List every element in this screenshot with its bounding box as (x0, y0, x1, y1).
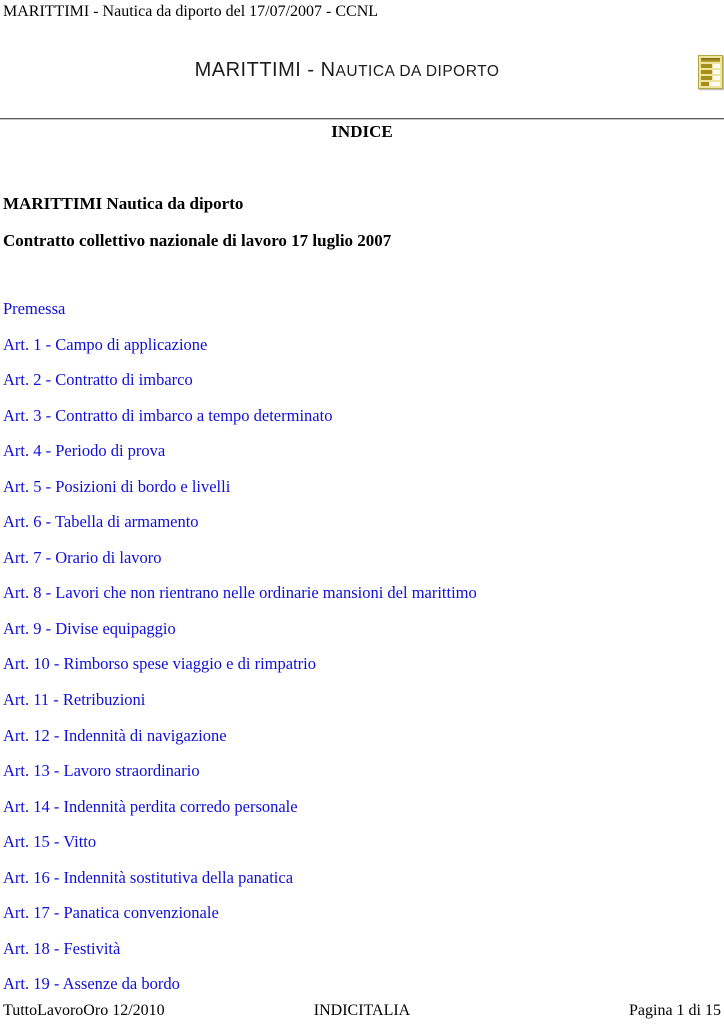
document-title (0, 59, 694, 82)
footer-publication: TuttoLavoroOro 12/2010 (3, 1002, 165, 1019)
running-header: MARITTIMI - Nautica da diporto del 17/07/2007 - CCNL (3, 3, 379, 20)
horizontal-rule (0, 118, 724, 120)
toc-link[interactable]: Art. 3 - Contratto di imbarco a tempo determinato (3, 405, 333, 425)
toc-link[interactable]: Art. 10 - Rimborso spese viaggio e di rimpatrio (3, 654, 316, 674)
toc-link[interactable]: Art. 5 - Posizioni di bordo e livelli (3, 476, 231, 496)
toc-link[interactable]: Art. 11 - Retribuzioni (3, 690, 146, 710)
toc-link[interactable]: Art. 9 - Divise equipaggio (3, 618, 176, 638)
footer-page-number: Pagina 1 di 15 (629, 1002, 721, 1019)
note-icon-bar (701, 58, 720, 62)
toc-link[interactable]: Art. 18 - Festività (3, 938, 121, 958)
toc-link[interactable]: Art. 14 - Indennità perdita corredo personale (3, 796, 298, 816)
index-list (3, 299, 724, 1010)
note-icon-row (701, 70, 720, 74)
toc-link[interactable]: Art. 7 - Orario di lavoro (3, 547, 162, 567)
toc-link[interactable]: Art. 13 - Lavoro straordinario (3, 761, 200, 781)
document-title-lead: MARITTIMI - N (194, 59, 336, 81)
toc-link[interactable]: Art. 1 - Campo di applicazione (3, 334, 208, 354)
toc-link[interactable]: Art. 4 - Periodo di prova (3, 441, 166, 461)
toc-link[interactable]: Art. 8 - Lavori che non rientrano nelle ordinarie mansioni del marittimo (3, 583, 477, 603)
document-title-smallcaps: AUTICA DA DIPORTO (335, 63, 500, 80)
toc-link[interactable]: Art. 19 - Assenze da bordo (3, 974, 180, 994)
contract-subject-heading: MARITTIMI Nautica da diporto (3, 194, 244, 213)
toc-link[interactable]: Art. 12 - Indennità di navigazione (3, 725, 227, 745)
toc-link[interactable]: Art. 2 - Contratto di imbarco (3, 370, 193, 390)
note-icon-row (701, 76, 720, 80)
contract-date-heading: Contratto collettivo nazionale di lavoro 17 luglio 2007 (3, 231, 392, 250)
toc-link[interactable]: Art. 15 - Vitto (3, 832, 97, 852)
toc-link[interactable]: Premessa (3, 299, 66, 318)
toc-link[interactable]: Art. 16 - Indennità sostitutiva della panatica (3, 867, 294, 887)
note-icon[interactable] (698, 55, 723, 89)
section-title-indice: INDICE (331, 122, 393, 141)
toc-link[interactable]: Art. 17 - Panatica convenzionale (3, 903, 219, 923)
note-icon-row (701, 64, 720, 68)
note-icon-row (701, 82, 720, 86)
toc-link[interactable]: Art. 6 - Tabella di armamento (3, 512, 199, 532)
footer-source: INDICITALIA (313, 1002, 411, 1019)
